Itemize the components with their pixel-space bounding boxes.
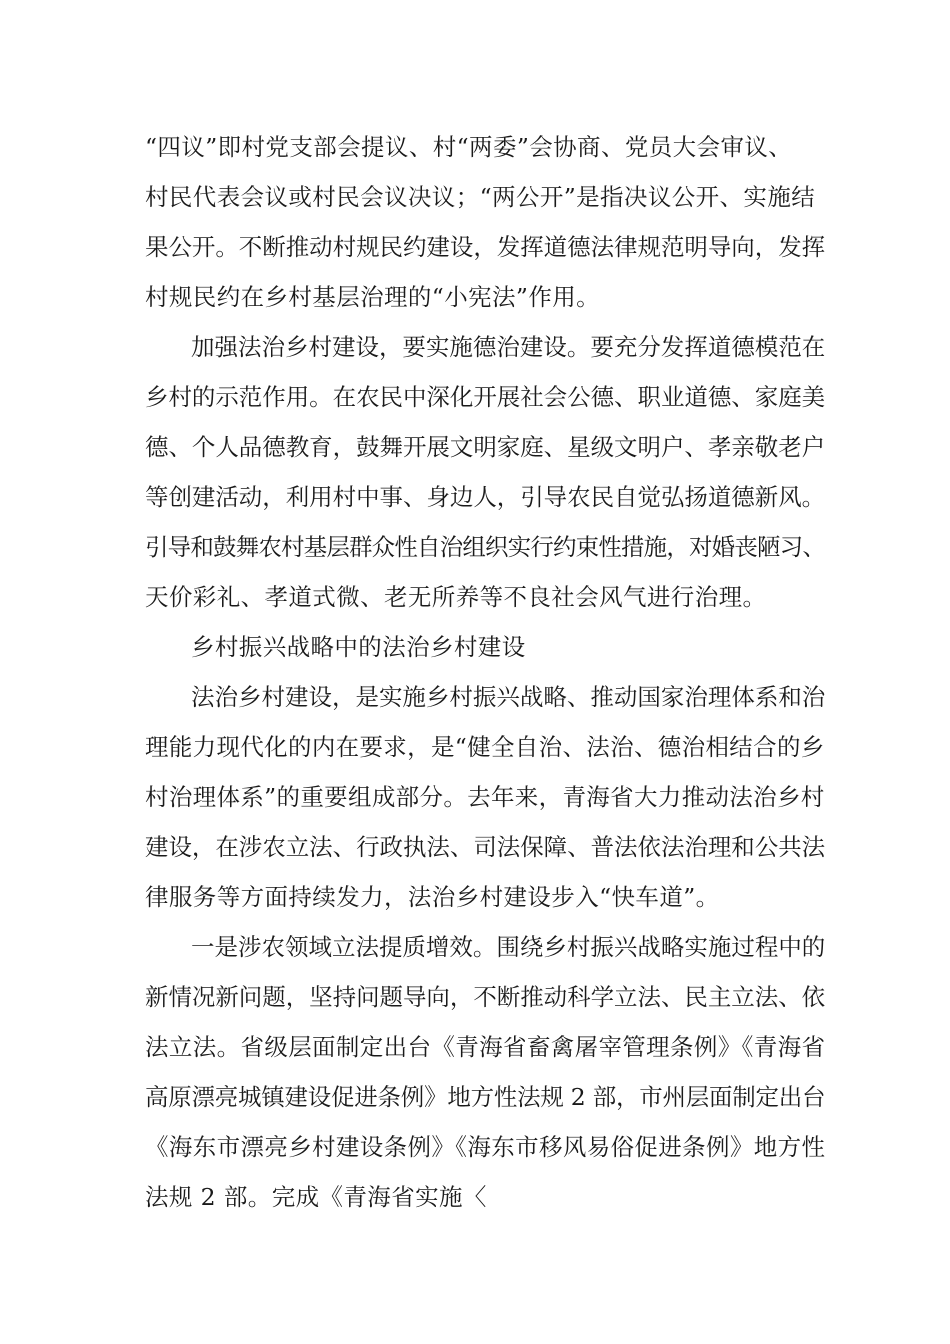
text-line: 法规 2 部。完成《青海省实施〈 [145, 1183, 487, 1211]
text-line: 村民代表会议或村民会议决议；“两公开”是指决议公开、实施结 [145, 183, 816, 211]
text-line: 律服务等方面持续发力，法治乡村建设步入“快车道”。 [145, 883, 720, 911]
text-line: 一是涉农领域立法提质增效。围绕乡村振兴战略实施过程中的 [191, 933, 826, 961]
text-line: 理能力现代化的内在要求，是“健全自治、法治、德治相结合的乡 [145, 733, 825, 761]
text-line: 高原漂亮城镇建设促进条例》地方性法规 2 部，市州层面制定出台 [145, 1083, 826, 1111]
text-line: 引导和鼓舞农村基层群众性自治组织实行约束性措施，对婚丧陋习、 [145, 533, 825, 561]
text-line: 加强法治乡村建设，要实施德治建设。要充分发挥道德模范在 [191, 333, 826, 361]
body-text [145, 122, 825, 1222]
text-line: 等创建活动，利用村中事、身边人，引导农民自觉弘扬道德新风。 [145, 483, 826, 511]
text-line: 乡村振兴战略中的法治乡村建设 [191, 633, 526, 661]
text-line: 天价彩礼、孝道式微、老无所养等不良社会风气进行治理。 [145, 583, 767, 611]
text-line: 果公开。不断推动村规民约建设，发挥道德法律规范明导向，发挥 [145, 233, 826, 261]
text-line: 村规民约在乡村基层治理的“小宪法”作用。 [145, 283, 601, 311]
text-line: 德、个人品德教育，鼓舞开展文明家庭、星级文明户、孝亲敬老户 [145, 433, 826, 461]
text-line: 建设，在涉农立法、行政执法、司法保障、普法依法治理和公共法 [145, 833, 826, 861]
text-line: “四议”即村党支部会提议、村“两委”会协商、党员大会审议、 [145, 133, 793, 161]
text-line: 新情况新问题，坚持问题导向，不断推动科学立法、民主立法、依 [145, 983, 826, 1011]
text-line: 乡村的示范作用。在农民中深化开展社会公德、职业道德、家庭美 [145, 383, 826, 411]
text-line: 村治理体系”的重要组成部分。去年来，青海省大力推动法治乡村 [145, 783, 825, 811]
text-line: 《海东市漂亮乡村建设条例》《海东市移风易俗促进条例》地方性 [145, 1133, 826, 1161]
text-line: 法治乡村建设，是实施乡村振兴战略、推动国家治理体系和治 [191, 683, 826, 711]
text-line: 法立法。省级层面制定出台《青海省畜禽屠宰管理条例》《青海省 [145, 1033, 826, 1061]
